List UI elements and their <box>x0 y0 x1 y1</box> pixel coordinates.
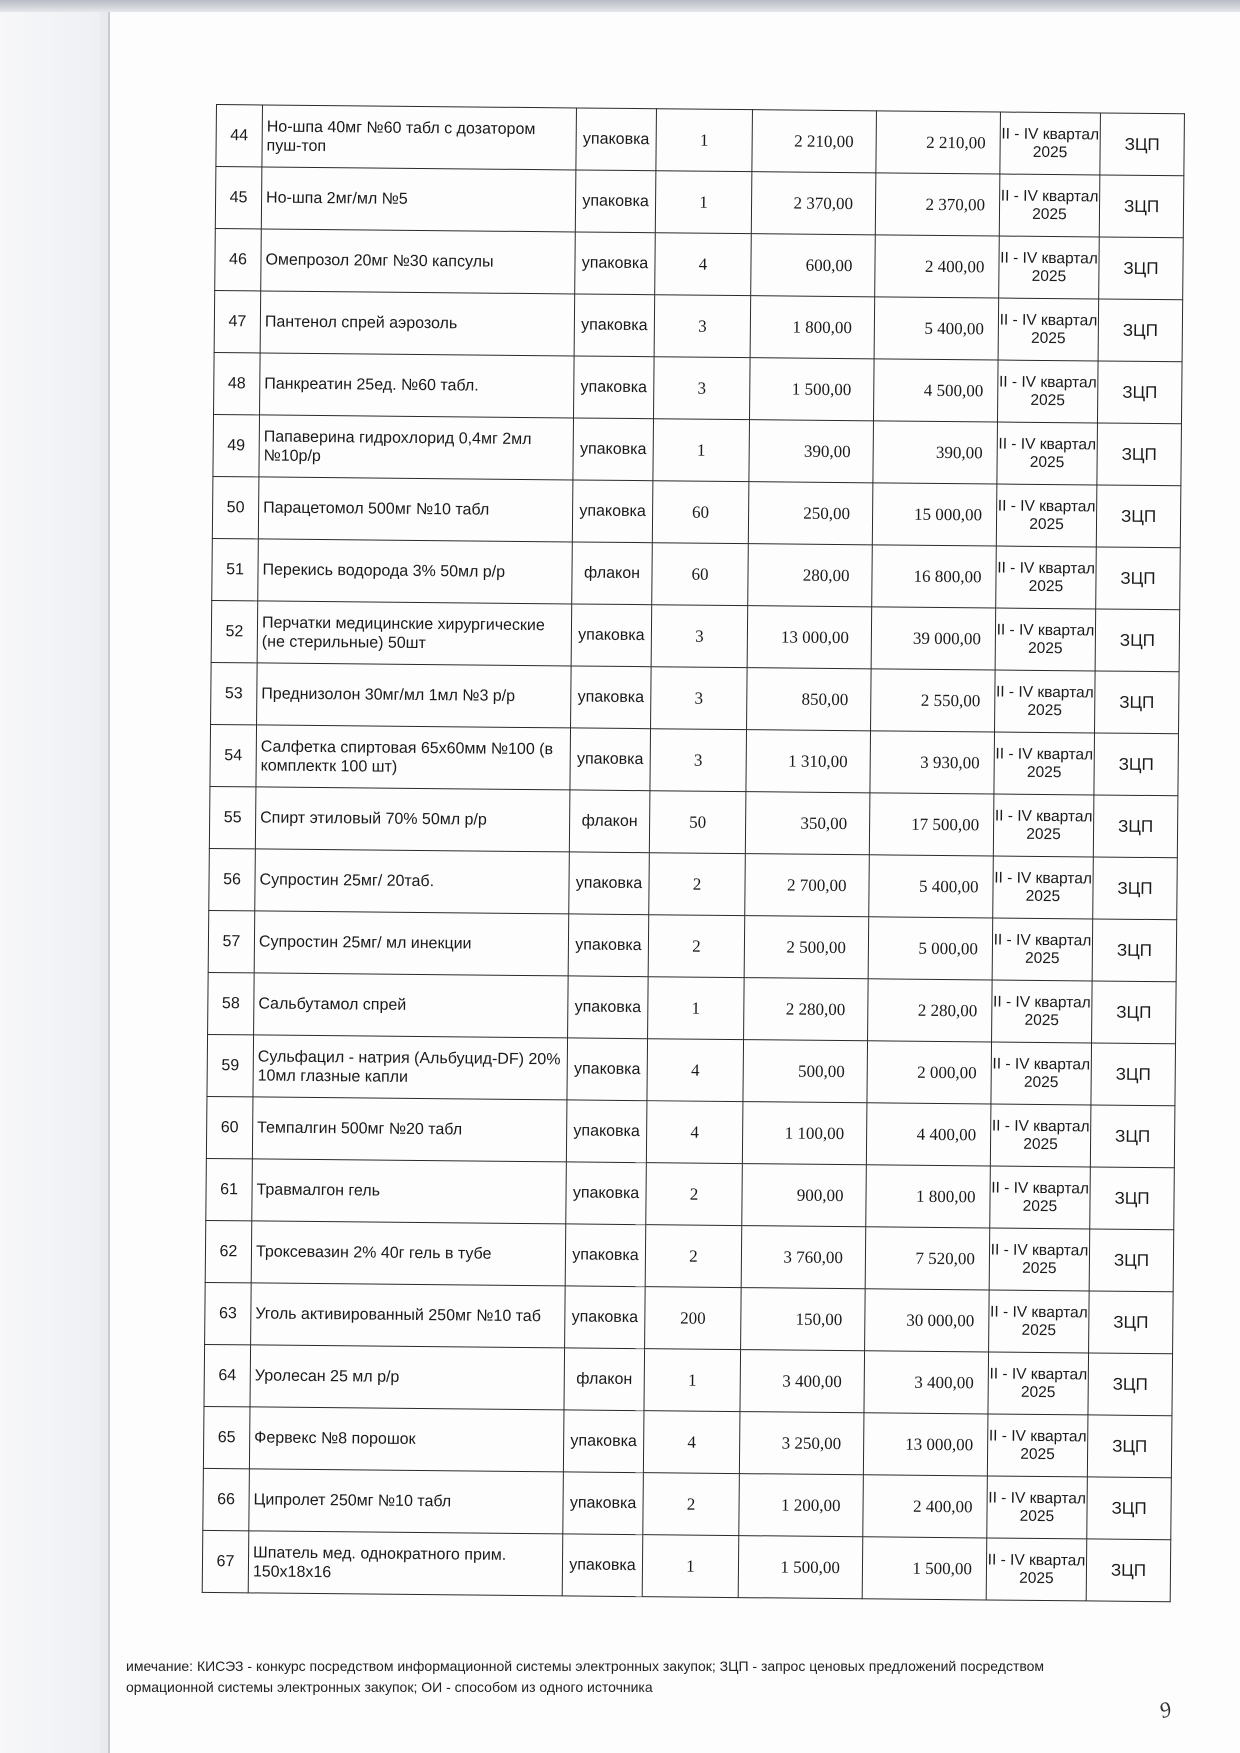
delivery-period-cell: II - IV квартал 2025 <box>993 794 1094 857</box>
delivery-period-cell: II - IV квартал 2025 <box>999 236 1100 299</box>
item-name-cell: Парацетомол 500мг №10 табл <box>258 477 573 542</box>
unit-of-measure-cell: упаковка <box>567 1038 648 1101</box>
delivery-period-cell: II - IV квартал 2025 <box>991 1042 1092 1105</box>
unit-of-measure-cell: флакон <box>569 790 650 853</box>
unit-of-measure-cell: упаковка <box>569 852 650 915</box>
procurement-method-cell: ЗЦП <box>1093 857 1178 920</box>
table-row <box>203 1406 1172 1477</box>
unit-price-cell: 850,00 <box>747 668 872 731</box>
delivery-period-cell: II - IV квартал 2025 <box>993 856 1094 919</box>
procurement-method-cell: ЗЦП <box>1087 1477 1172 1540</box>
delivery-period-cell: II - IV квартал 2025 <box>996 546 1097 609</box>
quantity-cell: 4 <box>647 1039 744 1102</box>
row-number-cell: 62 <box>205 1220 252 1282</box>
table-row <box>203 1468 1172 1539</box>
unit-price-cell: 2 210,00 <box>752 110 877 173</box>
item-name-cell: Сальбутамол спрей <box>254 973 569 1038</box>
total-amount-cell: 2 000,00 <box>867 1041 992 1104</box>
unit-price-cell: 1 800,00 <box>750 296 875 359</box>
unit-price-cell: 2 370,00 <box>751 172 876 235</box>
procurement-method-cell: ЗЦП <box>1090 1105 1175 1168</box>
total-amount-cell: 2 280,00 <box>868 979 993 1042</box>
table-row <box>214 290 1183 361</box>
unit-of-measure-cell: упаковка <box>571 666 652 729</box>
procurement-method-cell: ЗЦП <box>1097 423 1182 486</box>
quantity-cell: 60 <box>652 543 749 606</box>
item-name-cell: Уголь активированный 250мг №10 таб <box>251 1283 566 1348</box>
item-name-cell: Темпалгин 500мг №20 табл <box>252 1097 567 1162</box>
total-amount-cell: 5 400,00 <box>874 297 999 360</box>
quantity-cell: 2 <box>649 853 746 916</box>
quantity-cell: 1 <box>655 171 752 234</box>
table-row <box>204 1344 1173 1415</box>
procurement-method-cell: ЗЦП <box>1087 1415 1172 1478</box>
quantity-cell: 3 <box>653 357 750 420</box>
procurement-method-cell: ЗЦП <box>1096 485 1181 548</box>
total-amount-cell: 39 000,00 <box>871 607 996 670</box>
unit-price-cell: 600,00 <box>751 234 876 297</box>
total-amount-cell: 3 930,00 <box>870 731 995 794</box>
delivery-period-cell: II - IV квартал 2025 <box>992 980 1093 1043</box>
unit-price-cell: 250,00 <box>748 482 873 545</box>
total-amount-cell: 1 800,00 <box>866 1165 991 1228</box>
item-name-cell: Фервекс №8 порошок <box>249 1407 564 1472</box>
item-name-cell: Салфетка спиртовая 65х60мм №100 (в комплектк 100 шт) <box>256 725 571 790</box>
unit-price-cell: 1 500,00 <box>738 1536 863 1599</box>
unit-price-cell: 1 500,00 <box>749 358 874 421</box>
quantity-cell: 1 <box>656 109 753 172</box>
row-number-cell: 59 <box>207 1034 254 1096</box>
delivery-period-cell: II - IV квартал 2025 <box>989 1228 1090 1291</box>
unit-of-measure-cell: упаковка <box>565 1224 646 1287</box>
total-amount-cell: 13 000,00 <box>863 1413 988 1476</box>
delivery-period-cell: II - IV квартал 2025 <box>986 1538 1087 1601</box>
procurement-method-cell: ЗЦП <box>1094 733 1179 796</box>
row-number-cell: 67 <box>202 1530 249 1592</box>
item-name-cell: Супростин 25мг/ мл инекции <box>254 911 569 976</box>
unit-of-measure-cell: упаковка <box>568 914 649 977</box>
item-name-cell: Папаверина гидрохлорид 0,4мг 2мл №10р/р <box>259 415 574 480</box>
procurement-method-cell: ЗЦП <box>1090 1167 1175 1230</box>
unit-price-cell: 350,00 <box>745 792 870 855</box>
item-name-cell: Преднизолон 30мг/мл 1мл №3 р/р <box>257 663 572 728</box>
item-name-cell: Супростин 25мг/ 20таб. <box>255 849 570 914</box>
unit-of-measure-cell: упаковка <box>572 480 653 543</box>
table-row <box>213 414 1182 485</box>
scan-background <box>0 0 100 1753</box>
total-amount-cell: 5 400,00 <box>869 855 994 918</box>
row-number-cell: 53 <box>211 662 258 724</box>
table-row <box>215 228 1184 299</box>
table-row <box>209 848 1178 919</box>
table-row <box>216 105 1185 176</box>
unit-price-cell: 1 200,00 <box>739 1474 864 1537</box>
row-number-cell: 46 <box>215 228 262 290</box>
quantity-cell: 1 <box>644 1349 741 1412</box>
delivery-period-cell: II - IV квартал 2025 <box>998 298 1099 361</box>
table-row <box>208 972 1177 1043</box>
quantity-cell: 3 <box>651 605 748 668</box>
footnote: имечание: КИСЭЗ - конкурс посредством информационной системы электронных закупок; ЗЦП - запрос ценовых предложений посредством ормационной системы электронных закупок; ОИ - способом из одного источника <box>126 1658 1045 1695</box>
row-number-cell: 61 <box>206 1158 253 1220</box>
row-number-cell: 57 <box>208 910 255 972</box>
unit-price-cell: 2 700,00 <box>745 854 870 917</box>
delivery-period-cell: II - IV квартал 2025 <box>999 174 1100 237</box>
unit-of-measure-cell: упаковка <box>566 1162 647 1225</box>
row-number-cell: 47 <box>214 290 261 352</box>
quantity-cell: 60 <box>652 481 749 544</box>
total-amount-cell: 4 500,00 <box>873 359 998 422</box>
row-number-cell: 49 <box>213 414 260 476</box>
delivery-period-cell: II - IV квартал 2025 <box>990 1104 1091 1167</box>
procurement-method-cell: ЗЦП <box>1098 299 1183 362</box>
row-number-cell: 64 <box>204 1344 251 1406</box>
delivery-period-cell: II - IV квартал 2025 <box>987 1476 1088 1539</box>
row-number-cell: 52 <box>211 600 258 662</box>
item-name-cell: Но-шпа 40мг №60 табл с дозатором пуш-топ <box>262 105 577 170</box>
page-edge <box>108 12 110 1753</box>
procurement-method-cell: ЗЦП <box>1095 671 1180 734</box>
procurement-method-cell: ЗЦП <box>1091 1043 1176 1106</box>
item-name-cell: Панкреатин 25ед. №60 табл. <box>260 353 575 418</box>
row-number-cell: 50 <box>212 476 259 538</box>
total-amount-cell: 5 000,00 <box>868 917 993 980</box>
row-number-cell: 63 <box>205 1282 252 1344</box>
quantity-cell: 50 <box>649 791 746 854</box>
quantity-cell: 3 <box>650 729 747 792</box>
quantity-cell: 2 <box>646 1163 743 1226</box>
table-row <box>215 167 1184 238</box>
procurement-method-cell: ЗЦП <box>1100 113 1185 176</box>
scan-top-edge <box>0 0 1240 12</box>
unit-price-cell: 150,00 <box>741 1288 866 1351</box>
row-number-cell: 48 <box>214 352 261 414</box>
delivery-period-cell: II - IV квартал 2025 <box>994 732 1095 795</box>
row-number-cell: 51 <box>212 538 259 600</box>
delivery-period-cell: II - IV квартал 2025 <box>995 670 1096 733</box>
procurement-method-cell: ЗЦП <box>1099 237 1184 300</box>
unit-price-cell: 1 100,00 <box>742 1102 867 1165</box>
delivery-period-cell: II - IV квартал 2025 <box>987 1414 1088 1477</box>
table-row <box>212 538 1181 609</box>
procurement-method-cell: ЗЦП <box>1096 547 1181 610</box>
row-number-cell: 58 <box>208 972 255 1034</box>
table-row <box>214 352 1183 423</box>
delivery-period-cell: II - IV квартал 2025 <box>992 918 1093 981</box>
total-amount-cell: 15 000,00 <box>872 483 997 546</box>
procurement-method-cell: ЗЦП <box>1088 1353 1173 1416</box>
total-amount-cell: 2 370,00 <box>875 173 1000 236</box>
delivery-period-cell: II - IV квартал 2025 <box>990 1166 1091 1229</box>
total-amount-cell: 2 550,00 <box>871 669 996 732</box>
table-row <box>205 1220 1174 1291</box>
procurement-table <box>202 104 1185 1602</box>
table-row <box>207 1034 1176 1105</box>
item-name-cell: Троксевазин 2% 40г гель в тубе <box>251 1221 566 1286</box>
quantity-cell: 3 <box>651 667 748 730</box>
unit-price-cell: 390,00 <box>749 420 874 483</box>
unit-price-cell: 2 500,00 <box>744 916 869 979</box>
quantity-cell: 4 <box>646 1101 743 1164</box>
procurement-method-cell: ЗЦП <box>1086 1539 1171 1602</box>
unit-of-measure-cell: упаковка <box>563 1410 644 1473</box>
table-row <box>206 1096 1175 1167</box>
delivery-period-cell: II - IV квартал 2025 <box>996 484 1097 547</box>
procurement-table-wrapper <box>202 104 1185 1602</box>
unit-price-cell: 280,00 <box>748 544 873 607</box>
item-name-cell: Омепрозол 20мг №30 капсулы <box>261 229 576 294</box>
row-number-cell: 45 <box>215 167 262 229</box>
unit-of-measure-cell: флакон <box>572 542 653 605</box>
procurement-method-cell: ЗЦП <box>1092 981 1177 1044</box>
unit-of-measure-cell: упаковка <box>576 108 657 171</box>
item-name-cell: Травмалгон гель <box>252 1159 567 1224</box>
unit-price-cell: 3 760,00 <box>741 1226 866 1289</box>
item-name-cell: Пантенол спрей аэрозоль <box>260 291 575 356</box>
quantity-cell: 2 <box>648 915 745 978</box>
table-row <box>211 662 1180 733</box>
unit-of-measure-cell: упаковка <box>566 1100 647 1163</box>
unit-of-measure-cell: упаковка <box>568 976 649 1039</box>
unit-of-measure-cell: упаковка <box>575 170 656 233</box>
quantity-cell: 4 <box>655 233 752 296</box>
table-row <box>209 786 1178 857</box>
quantity-cell: 200 <box>645 1287 742 1350</box>
row-number-cell: 44 <box>216 105 263 167</box>
item-name-cell: Шпатель мед. однократного прим. 150х18х16 <box>248 1531 563 1596</box>
delivery-period-cell: II - IV квартал 2025 <box>989 1290 1090 1353</box>
unit-price-cell: 3 400,00 <box>740 1350 865 1413</box>
quantity-cell: 3 <box>654 295 751 358</box>
row-number-cell: 65 <box>203 1406 250 1468</box>
quantity-cell: 1 <box>653 419 750 482</box>
unit-of-measure-cell: упаковка <box>562 1534 643 1597</box>
delivery-period-cell: II - IV квартал 2025 <box>995 608 1096 671</box>
row-number-cell: 60 <box>206 1096 253 1158</box>
unit-of-measure-cell: упаковка <box>574 294 655 357</box>
quantity-cell: 4 <box>643 1411 740 1474</box>
procurement-method-cell: ЗЦП <box>1099 175 1184 238</box>
item-name-cell: Сульфацил - натрия (Альбуцид-DF) 20% 10мл глазные капли <box>253 1035 568 1100</box>
total-amount-cell: 17 500,00 <box>869 793 994 856</box>
delivery-period-cell: II - IV квартал 2025 <box>1000 112 1101 175</box>
unit-price-cell: 3 250,00 <box>739 1412 864 1475</box>
procurement-method-cell: ЗЦП <box>1089 1229 1174 1292</box>
quantity-cell: 2 <box>643 1473 740 1536</box>
procurement-method-cell: ЗЦП <box>1093 795 1178 858</box>
unit-price-cell: 1 310,00 <box>746 730 871 793</box>
item-name-cell: Уролесан 25 мл р/р <box>250 1345 565 1410</box>
table-row <box>202 1530 1171 1601</box>
total-amount-cell: 2 400,00 <box>875 235 1000 298</box>
total-amount-cell: 4 400,00 <box>866 1103 991 1166</box>
quantity-cell: 1 <box>648 977 745 1040</box>
procurement-method-cell: ЗЦП <box>1089 1291 1174 1354</box>
item-name-cell: Ципролет 250мг №10 табл <box>249 1469 564 1534</box>
unit-of-measure-cell: упаковка <box>563 1472 644 1535</box>
row-number-cell: 66 <box>203 1468 250 1530</box>
handwritten-page-number: 9 <box>1156 1695 1175 1724</box>
table-row <box>210 724 1179 795</box>
procurement-method-cell: ЗЦП <box>1095 609 1180 672</box>
unit-of-measure-cell: упаковка <box>570 728 651 791</box>
item-name-cell: Перчатки медицинские хирургические (не стерильные) 50шт <box>257 601 572 666</box>
total-amount-cell: 1 500,00 <box>862 1537 987 1600</box>
unit-price-cell: 900,00 <box>742 1164 867 1227</box>
delivery-period-cell: II - IV квартал 2025 <box>997 360 1098 423</box>
unit-price-cell: 13 000,00 <box>747 606 872 669</box>
unit-price-cell: 500,00 <box>743 1040 868 1103</box>
delivery-period-cell: II - IV квартал 2025 <box>988 1352 1089 1415</box>
unit-of-measure-cell: упаковка <box>574 356 655 419</box>
total-amount-cell: 2 400,00 <box>863 1475 988 1538</box>
unit-of-measure-cell: упаковка <box>571 604 652 667</box>
unit-of-measure-cell: флакон <box>564 1348 645 1411</box>
item-name-cell: Перекись водорода 3% 50мл р/р <box>258 539 573 604</box>
quantity-cell: 2 <box>645 1225 742 1288</box>
total-amount-cell: 390,00 <box>873 421 998 484</box>
table-row <box>205 1282 1174 1353</box>
row-number-cell: 55 <box>209 786 256 848</box>
procurement-method-cell: ЗЦП <box>1097 361 1182 424</box>
total-amount-cell: 7 520,00 <box>865 1227 990 1290</box>
unit-of-measure-cell: упаковка <box>573 418 654 481</box>
table-row <box>208 910 1177 981</box>
procurement-method-cell: ЗЦП <box>1092 919 1177 982</box>
total-amount-cell: 3 400,00 <box>864 1351 989 1414</box>
table-row <box>211 600 1180 671</box>
table-row <box>206 1158 1175 1229</box>
unit-price-cell: 2 280,00 <box>744 978 869 1041</box>
total-amount-cell: 16 800,00 <box>872 545 997 608</box>
unit-of-measure-cell: упаковка <box>575 232 656 295</box>
unit-of-measure-cell: упаковка <box>565 1286 646 1349</box>
row-number-cell: 56 <box>209 848 256 910</box>
procurement-table-body <box>202 105 1184 1602</box>
total-amount-cell: 30 000,00 <box>865 1289 990 1352</box>
total-amount-cell: 2 210,00 <box>876 111 1001 174</box>
table-row <box>212 476 1181 547</box>
row-number-cell: 54 <box>210 724 257 786</box>
quantity-cell: 1 <box>642 1535 739 1598</box>
item-name-cell: Но-шпа 2мг/мл №5 <box>261 167 576 232</box>
delivery-period-cell: II - IV квартал 2025 <box>997 422 1098 485</box>
item-name-cell: Спирт этиловый 70% 50мл р/р <box>255 787 570 852</box>
